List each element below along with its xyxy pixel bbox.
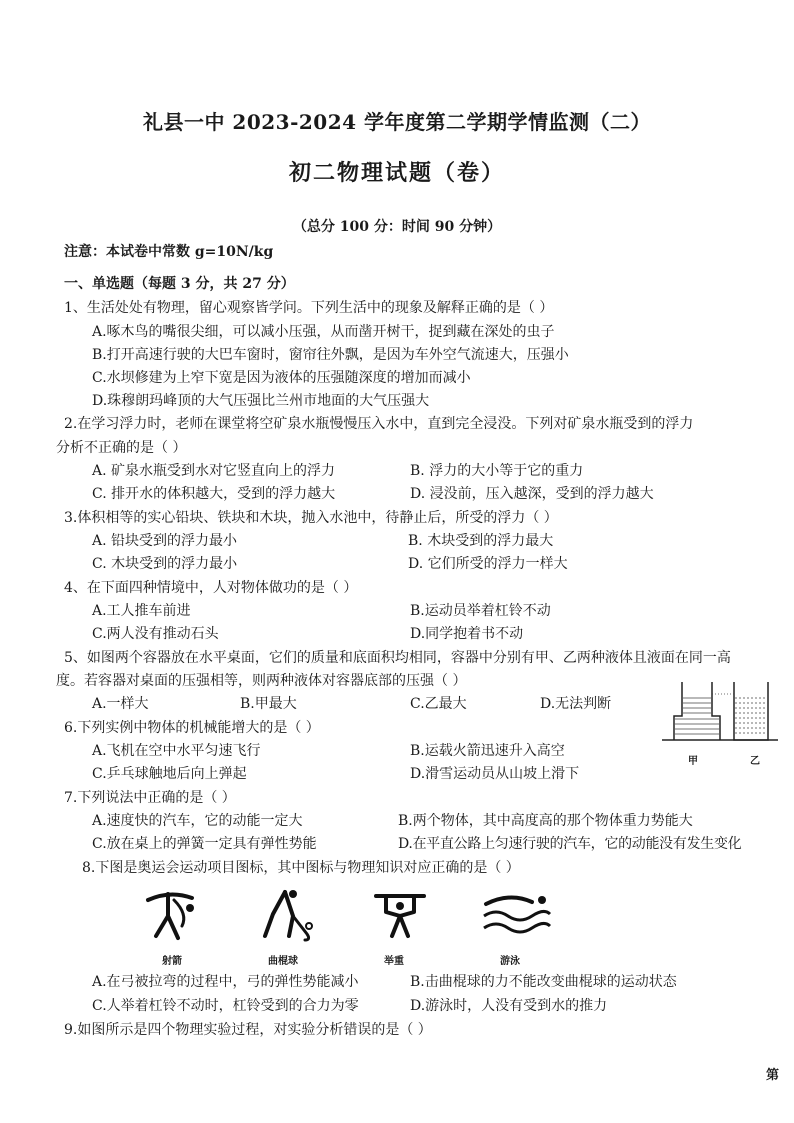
q7-stem: 7.下列说法中正确的是（ ） [64, 790, 236, 806]
q7-option-c: C.放在桌上的弹簧一定具有弹性势能 [92, 836, 317, 852]
swimming-icon [480, 890, 552, 940]
q1-option-c: C.水坝修建为上窄下宽是因为液体的压强随深度的增加而减小 [92, 370, 471, 386]
label-yi: 乙 [750, 756, 760, 767]
q5-option-c: C.乙最大 [410, 696, 467, 712]
q2-stem-line1: 2.在学习浮力时，老师在课堂将空矿泉水瓶慢慢压入水中，直到完全浸没。下列对矿泉水瓶受到的浮力 [64, 416, 694, 432]
q2-stem-line2: 分析不正确的是（ ） [56, 440, 187, 456]
q1-option-a: A.啄木鸟的嘴很尖细，可以减小压强，从而凿开树干，捉到藏在深处的虫子 [92, 324, 555, 340]
q2-option-c: C. 排开水的体积越大，受到的浮力越大 [92, 486, 336, 502]
q2-option-b: B. 浮力的大小等于它的重力 [410, 463, 584, 479]
q5-option-d: D.无法判断 [540, 696, 612, 712]
q6-option-b: B.运载火箭迅速升入高空 [410, 743, 565, 759]
q8-option-d: D.游泳时，人没有受到水的推力 [410, 998, 608, 1014]
containers-figure [660, 676, 780, 766]
q3-option-c: C. 木块受到的浮力最小 [92, 556, 238, 572]
q8-stem: 8.下图是奥运会运动项目图标，其中图标与物理知识对应正确的是（ ） [82, 860, 520, 876]
q7-option-b: B.两个物体，其中高度高的那个物体重力势能大 [398, 813, 693, 829]
q6-option-a: A.飞机在空中水平匀速飞行 [92, 743, 261, 759]
q4-option-c: C.两人没有推动石头 [92, 626, 219, 642]
icon-label-hockey: 曲棍球 [268, 956, 298, 967]
q4-option-b: B.运动员举着杠铃不动 [410, 603, 551, 619]
q3-stem: 3.体积相等的实心铅块、铁块和木块，抛入水池中，待静止后，所受的浮力（ ） [64, 510, 558, 526]
q7-option-d: D.在平直公路上匀速行驶的汽车，它的动能没有发生变化 [398, 836, 742, 852]
q1-option-d: D.珠穆朗玛峰顶的大气压强比兰州市地面的大气压强大 [92, 393, 430, 409]
q6-option-d: D.滑雪运动员从山坡上滑下 [410, 766, 580, 782]
label-jia: 甲 [688, 756, 698, 767]
exam-subtitle: 初二物理试题（卷） [288, 160, 505, 186]
exam-title: 礼县一中 2023-2024 学年度第二学期学情监测（二） [142, 110, 652, 134]
q1-option-b: B.打开高速行驶的大巴车窗时，窗帘往外飘，是因为车外空气流速大，压强小 [92, 347, 569, 363]
q2-option-d: D. 浸没前，压入越深，受到的浮力越大 [410, 486, 654, 502]
archery-icon [140, 886, 200, 946]
section-heading: 一、单选题（每题 3 分，共 27 分） [64, 276, 295, 292]
q5-option-a: A.一样大 [92, 696, 149, 712]
q8-option-a: A.在弓被拉弯的过程中，弓的弹性势能减小 [92, 974, 359, 990]
score-time: （总分 100 分：时间 90 分钟） [292, 219, 502, 235]
q3-option-a: A. 铅块受到的浮力最小 [92, 533, 238, 549]
weightlifting-icon [370, 886, 430, 946]
q3-option-b: B. 木块受到的浮力最大 [408, 533, 554, 549]
q6-stem: 6.下列实例中物体的机械能增大的是（ ） [64, 720, 320, 736]
q4-option-a: A.工人推车前进 [92, 603, 191, 619]
q7-option-a: A.速度快的汽车，它的动能一定大 [92, 813, 303, 829]
q4-stem: 4、在下面四种情境中，人对物体做功的是（ ） [64, 580, 358, 596]
q5-stem-line2: 度。若容器对桌面的压强相等，则两种液体对容器底部的压强（ ） [56, 673, 467, 689]
q5-stem-line1: 5、如图两个容器放在水平桌面，它们的质量和底面积均相同，容器中分别有甲、乙两种液体且液面在同一高 [64, 650, 731, 666]
page-footer: 第 [766, 1068, 780, 1083]
q6-option-c: C.乒乓球触地后向上弹起 [92, 766, 247, 782]
q4-option-d: D.同学抱着书不动 [410, 626, 524, 642]
q8-option-b: B.击曲棍球的力不能改变曲棍球的运动状态 [410, 974, 677, 990]
q5-option-b: B.甲最大 [240, 696, 297, 712]
icon-label-weightlifting: 举重 [384, 956, 404, 967]
q2-option-a: A. 矿泉水瓶受到水对它竖直向上的浮力 [92, 463, 336, 479]
q3-option-d: D. 它们所受的浮力一样大 [408, 556, 568, 572]
q1-stem: 1、生活处处有物理，留心观察皆学问。下列生活中的现象及解释正确的是（ ） [64, 300, 554, 316]
icon-label-archery: 射箭 [162, 956, 182, 967]
q9-stem: 9.如图所示是四个物理实验过程，对实验分析错误的是（ ） [64, 1022, 432, 1038]
icon-label-swimming: 游泳 [500, 956, 520, 967]
note: 注意：本试卷中常数 g=10N/kg [64, 244, 274, 260]
q8-option-c: C.人举着杠铃不动时，杠铃受到的合力为零 [92, 998, 359, 1014]
hockey-icon [255, 886, 315, 946]
